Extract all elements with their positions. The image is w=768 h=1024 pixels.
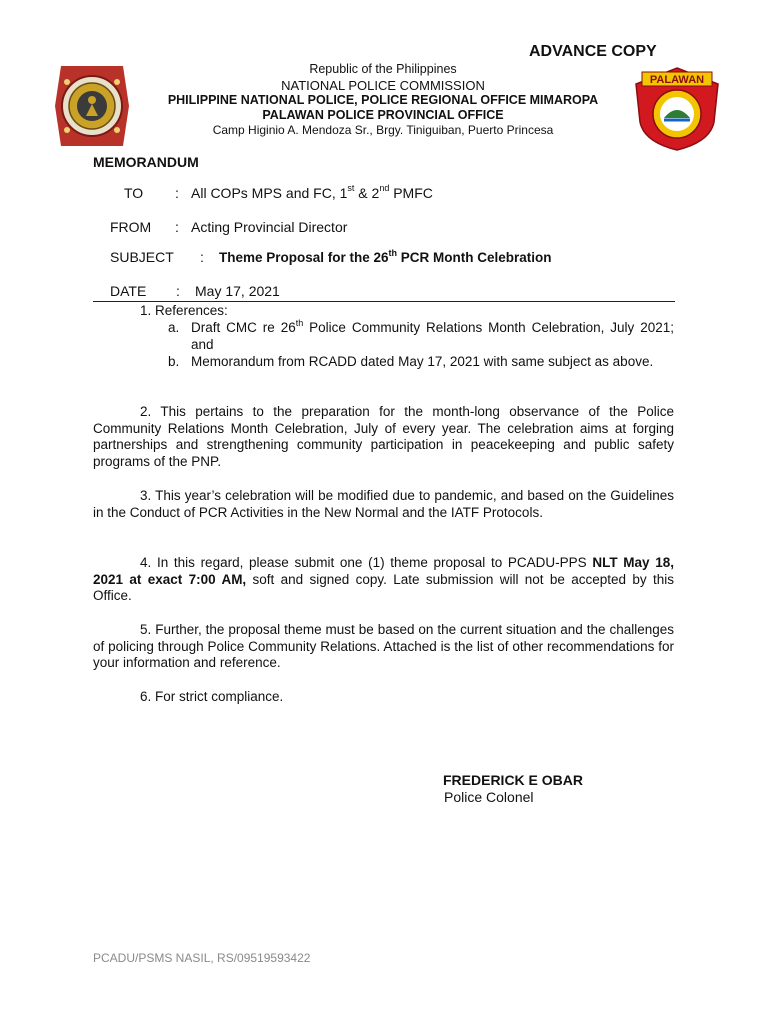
palawan-ppo-seal-icon [634,66,720,152]
paragraph-4: 4. In this regard, please submit one (1) theme proposal to PCADU-PPS NLT May 18, 2021 at exact 7:00 AM, soft and signed copy. Late submission will not be accepted by this Office. [93,555,674,603]
date-label: DATE [110,283,147,299]
memo-date-row [0,283,768,301]
from-value: Acting Provincial Director [191,219,348,235]
to-label: TO [124,185,144,201]
memo-from-row [0,219,768,237]
header-republic: Republic of the Philippines [309,62,457,76]
header-pro: PHILIPPINE NATIONAL POLICE, POLICE REGIONAL OFFICE MIMAROPA [167,93,599,107]
advance-copy-stamp: ADVANCE COPY [529,43,657,60]
paragraph-3: 3. This year’s celebration will be modified due to pandemic, and based on the Guidelines in the Conduct of PCR Activities in the New Normal and the IATF Protocols. [93,488,674,520]
header-napolcom: NATIONAL POLICE COMMISSION [281,78,485,93]
to-value: All COPs MPS and FC, 1st & 2nd PMFC [191,183,433,201]
paragraph-5: 5. Further, the proposal theme must be based on the current situation and the challenges of policing through Police Community Relations. Attached is the list of other recommendations for your information and reference. [93,622,674,670]
signatory-rank: Police Colonel [444,789,534,805]
to-colon: : [175,185,179,201]
reference-a: a. Draft CMC re 26th Police Community Relations Month Celebration, July 2021; and [168,317,674,352]
subject-value: Theme Proposal for the 26th PCR Month Celebration [219,247,552,265]
from-label: FROM [110,219,152,235]
palawan-logo-text: PALAWAN [649,74,705,86]
date-value: May 17, 2021 [195,283,280,299]
pnp-seal-icon [53,60,131,152]
memo-subject-row [0,249,768,267]
from-colon: : [175,219,179,235]
header-divider [93,301,675,302]
memo-title: MEMORANDUM [93,154,199,170]
memo-to-row [0,185,768,203]
subject-label: SUBJECT [110,249,174,265]
references-heading: 1. References: [140,303,228,318]
signatory-name: FREDERICK E OBAR [443,772,584,788]
paragraph-2: 2. This pertains to the preparation for the month-long observance of the Police Community Relations Month Celebration, July of every year. The celebration aims at forging partnerships and strengthening community participation in peacekeeping and public safety programs of the PNP. [93,404,674,469]
footer-reference: PCADU/PSMS NASIL, RS/09519593422 [93,951,311,965]
header-address: Camp Higinio A. Mendoza Sr., Brgy. Tiniguiban, Puerto Princesa [212,123,554,137]
subject-colon: : [200,249,204,265]
paragraph-6: 6. For strict compliance. [140,689,284,704]
reference-b: b. Memorandum from RCADD dated May 17, 2021 with same subject as above. [168,354,654,369]
date-colon: : [176,283,180,299]
header-ppo: PALAWAN POLICE PROVINCIAL OFFICE [262,108,504,122]
